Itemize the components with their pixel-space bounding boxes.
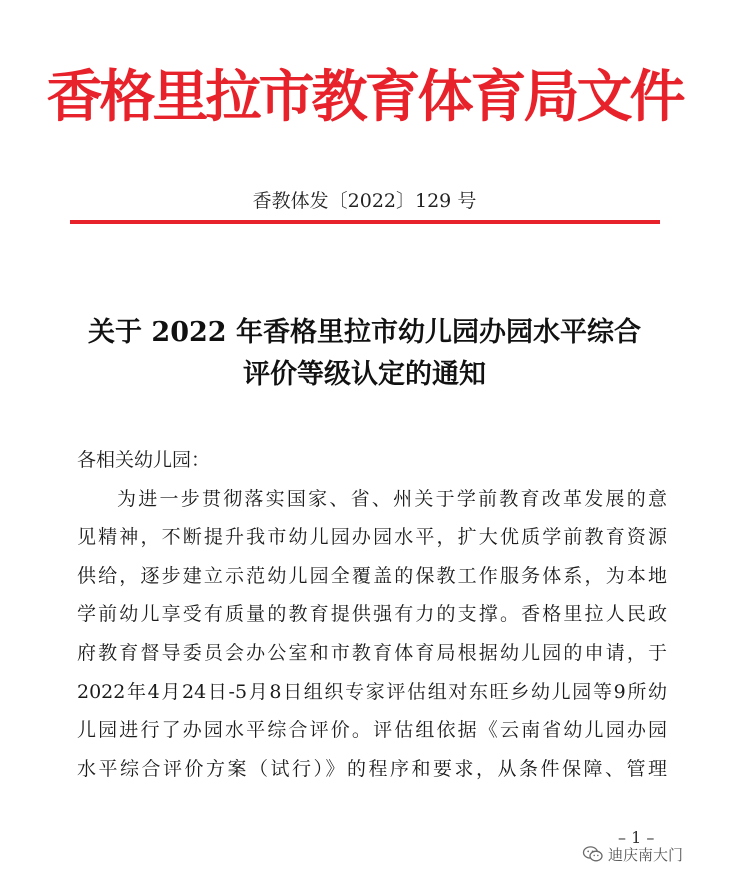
page-number: – 1 –	[618, 828, 655, 847]
source-watermark	[582, 842, 683, 866]
notice-title-line-1: 关于 2022 年香格里拉市幼儿园办园水平综合	[88, 317, 641, 348]
body-line: 见精神，不断提升我市幼儿园办园水平，扩大优质学前教育资源	[77, 526, 667, 549]
body-line: 为进一步贯彻落实国家、省、州关于学前教育改革发展的意	[117, 487, 667, 510]
document-header-title: 香格里拉市教育体育局文件	[46, 65, 683, 130]
document-number: 香教体发〔2022〕129 号	[252, 190, 477, 212]
watermark-text: 迪庆南大门	[608, 845, 684, 864]
body-line: 水平综合评价方案（试行）》的程序和要求，从条件保障、管理	[77, 757, 667, 780]
body-line: 2022年4月24日-5月8日组织专家评估组对东旺乡幼儿园等9所幼	[77, 680, 667, 703]
body-line: 供给，逐步建立示范幼儿园全覆盖的保教工作服务体系，为本地	[77, 564, 667, 587]
header-divider	[70, 220, 660, 224]
body-line: 儿园进行了办园水平综合评价。评估组依据《云南省幼儿园办园	[77, 719, 667, 742]
body-line: 学前幼儿享受有质量的教育提供强有力的支撑。香格里拉人民政	[77, 603, 667, 626]
wechat-icon	[582, 845, 604, 863]
notice-body	[77, 441, 667, 788]
body-line: 府教育督导委员会办公室和市教育体育局根据幼儿园的申请，于	[77, 641, 667, 664]
salutation: 各相关幼儿园：	[77, 449, 211, 471]
notice-title-line-2: 评价等级认定的通知	[243, 359, 486, 390]
notice-title	[0, 312, 729, 396]
